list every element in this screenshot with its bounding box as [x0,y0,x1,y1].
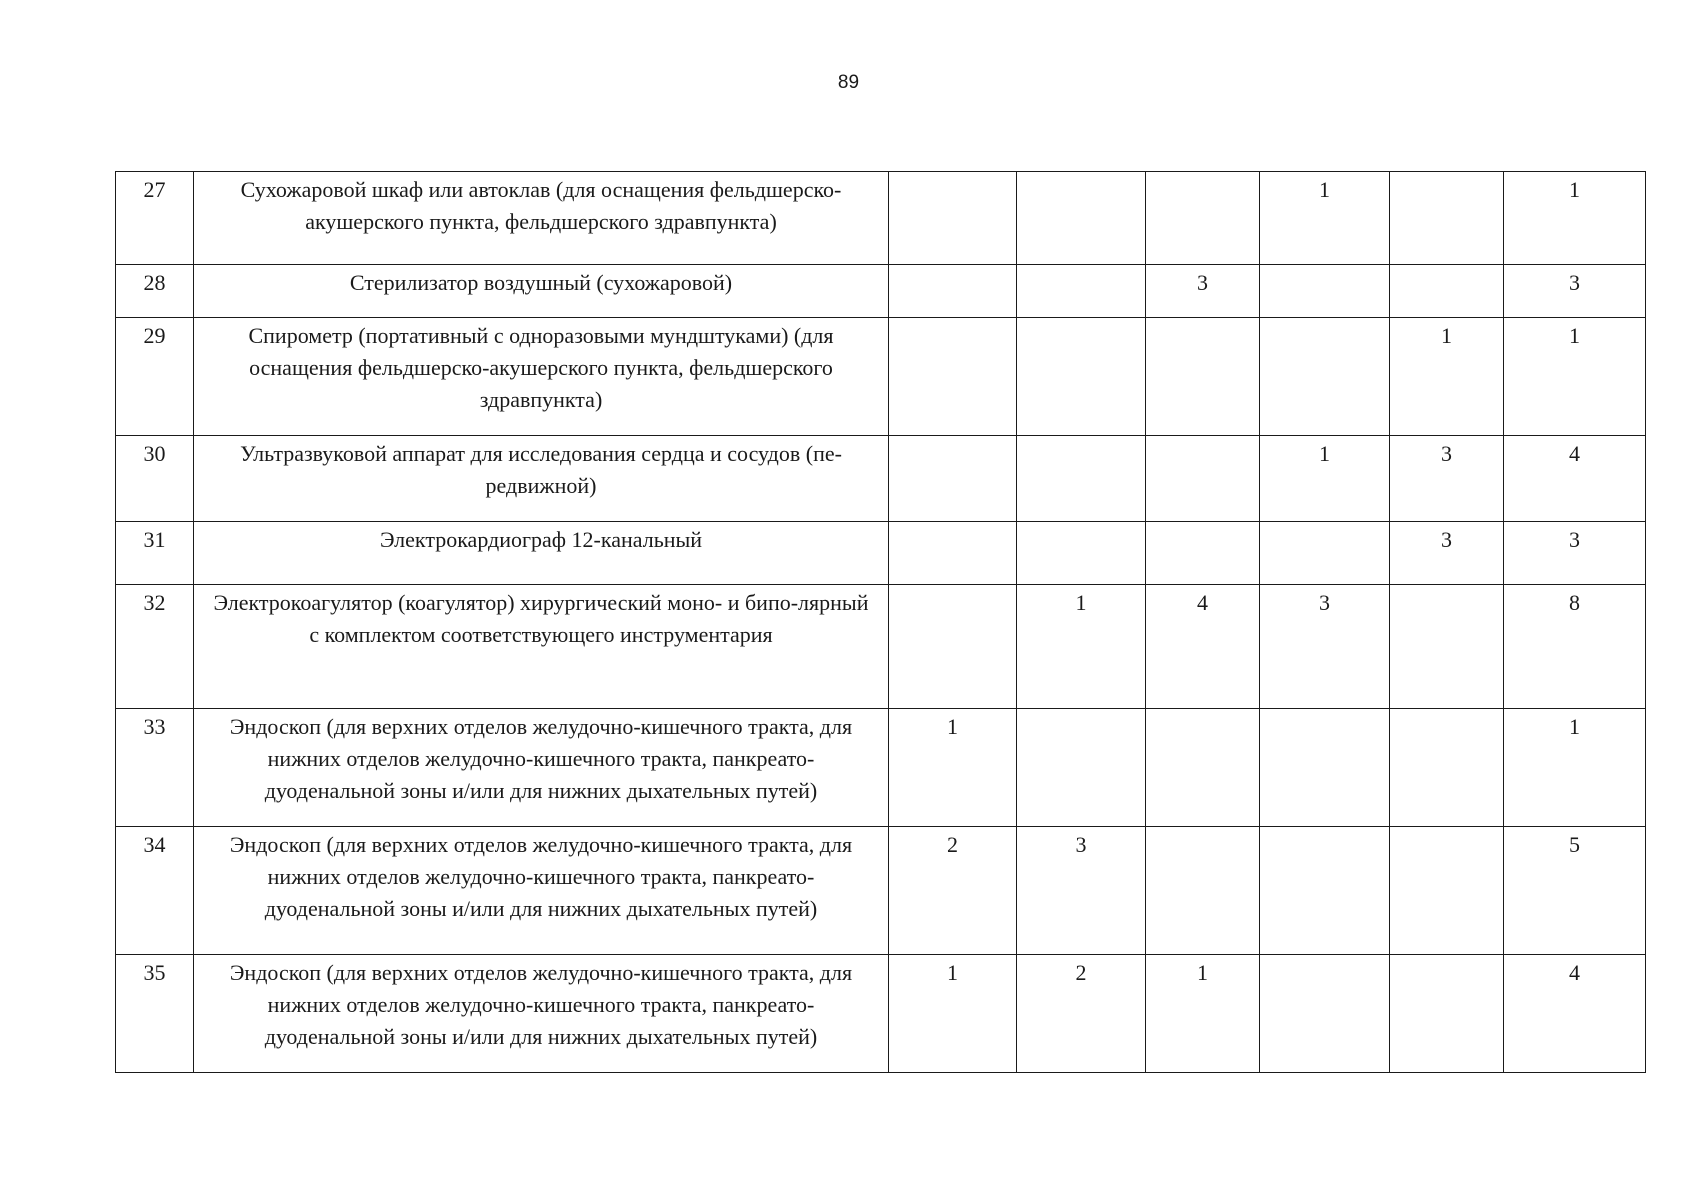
quantity-cell [889,172,1017,265]
quantity-cell: 1 [1017,585,1146,709]
quantity-cell [1260,265,1390,318]
total-cell: 8 [1504,585,1646,709]
table-row [116,318,1646,436]
quantity-cell [1146,172,1260,265]
quantity-cell [1146,709,1260,827]
table-row [116,265,1646,318]
quantity-cell [889,318,1017,436]
quantity-cell: 3 [1260,585,1390,709]
quantity-cell [1017,265,1146,318]
table-row [116,522,1646,585]
quantity-cell [1260,522,1390,585]
quantity-cell [1390,955,1504,1073]
equipment-name: Стерилизатор воздушный (сухожаровой) [194,265,889,318]
table-row [116,172,1646,265]
quantity-cell [1017,318,1146,436]
row-number: 31 [116,522,194,585]
table-body [116,172,1646,1073]
quantity-cell [1017,522,1146,585]
equipment-name: Спирометр (портативный с одноразовыми мундштуками) (для оснащения фельдшерско-акушерского пункта, фельдшерского здравпункта) [194,318,889,436]
quantity-cell [1260,709,1390,827]
equipment-name: Эндоскоп (для верхних отделов желудочно-кишечного тракта, для нижних отделов желудочно-кишечного тракта, панкреато-дуоденальной зоны и/или для нижних дыхательных путей) [194,955,889,1073]
quantity-cell: 1 [1390,318,1504,436]
quantity-cell: 2 [889,827,1017,955]
quantity-cell [1146,522,1260,585]
quantity-cell: 1 [1260,172,1390,265]
total-cell: 3 [1504,265,1646,318]
quantity-cell [1390,827,1504,955]
equipment-name: Сухожаровой шкаф или автоклав (для оснащения фельдшерско-акушерского пункта, фельдшерского здравпункта) [194,172,889,265]
quantity-cell [1017,709,1146,827]
quantity-cell [1390,585,1504,709]
quantity-cell: 3 [1390,522,1504,585]
row-number: 33 [116,709,194,827]
quantity-cell: 1 [889,955,1017,1073]
quantity-cell [1260,827,1390,955]
table-row [116,955,1646,1073]
quantity-cell [889,585,1017,709]
row-number: 32 [116,585,194,709]
table-row [116,827,1646,955]
equipment-name: Эндоскоп (для верхних отделов желудочно-кишечного тракта, для нижних отделов желудочно-кишечного тракта, панкреато-дуоденальной зоны и/или для нижних дыхательных путей) [194,827,889,955]
total-cell: 1 [1504,709,1646,827]
total-cell: 4 [1504,436,1646,522]
quantity-cell [1017,436,1146,522]
page-number: 89 [837,72,860,93]
quantity-cell [889,522,1017,585]
total-cell: 4 [1504,955,1646,1073]
quantity-cell [1146,318,1260,436]
quantity-cell: 2 [1017,955,1146,1073]
row-number: 27 [116,172,194,265]
table-row [116,436,1646,522]
quantity-cell: 1 [889,709,1017,827]
equipment-name: Электрокардиограф 12-канальный [194,522,889,585]
quantity-cell: 4 [1146,585,1260,709]
quantity-cell [1260,318,1390,436]
quantity-cell: 1 [1146,955,1260,1073]
quantity-cell: 3 [1017,827,1146,955]
quantity-cell: 1 [1260,436,1390,522]
row-number: 34 [116,827,194,955]
total-cell: 3 [1504,522,1646,585]
table-row [116,585,1646,709]
total-cell: 5 [1504,827,1646,955]
equipment-name: Эндоскоп (для верхних отделов желудочно-кишечного тракта, для нижних отделов желудочно-кишечного тракта, панкреато-дуоденальной зоны и/или для нижних дыхательных путей) [194,709,889,827]
quantity-cell [889,265,1017,318]
quantity-cell [1146,436,1260,522]
quantity-cell [1390,265,1504,318]
quantity-cell [889,436,1017,522]
total-cell: 1 [1504,318,1646,436]
quantity-cell [1390,172,1504,265]
row-number: 30 [116,436,194,522]
row-number: 29 [116,318,194,436]
equipment-name: Электрокоагулятор (коагулятор) хирургический моно- и бипо-лярный с комплектом соответствующего инструментария [194,585,889,709]
quantity-cell: 3 [1390,436,1504,522]
total-cell: 1 [1504,172,1646,265]
quantity-cell [1260,955,1390,1073]
equipment-name: Ультразвуковой аппарат для исследования сердца и сосудов (пе-редвижной) [194,436,889,522]
quantity-cell [1390,709,1504,827]
quantity-cell [1146,827,1260,955]
row-number: 35 [116,955,194,1073]
table-row [116,709,1646,827]
quantity-cell [1017,172,1146,265]
equipment-table [115,171,1646,1073]
row-number: 28 [116,265,194,318]
quantity-cell: 3 [1146,265,1260,318]
